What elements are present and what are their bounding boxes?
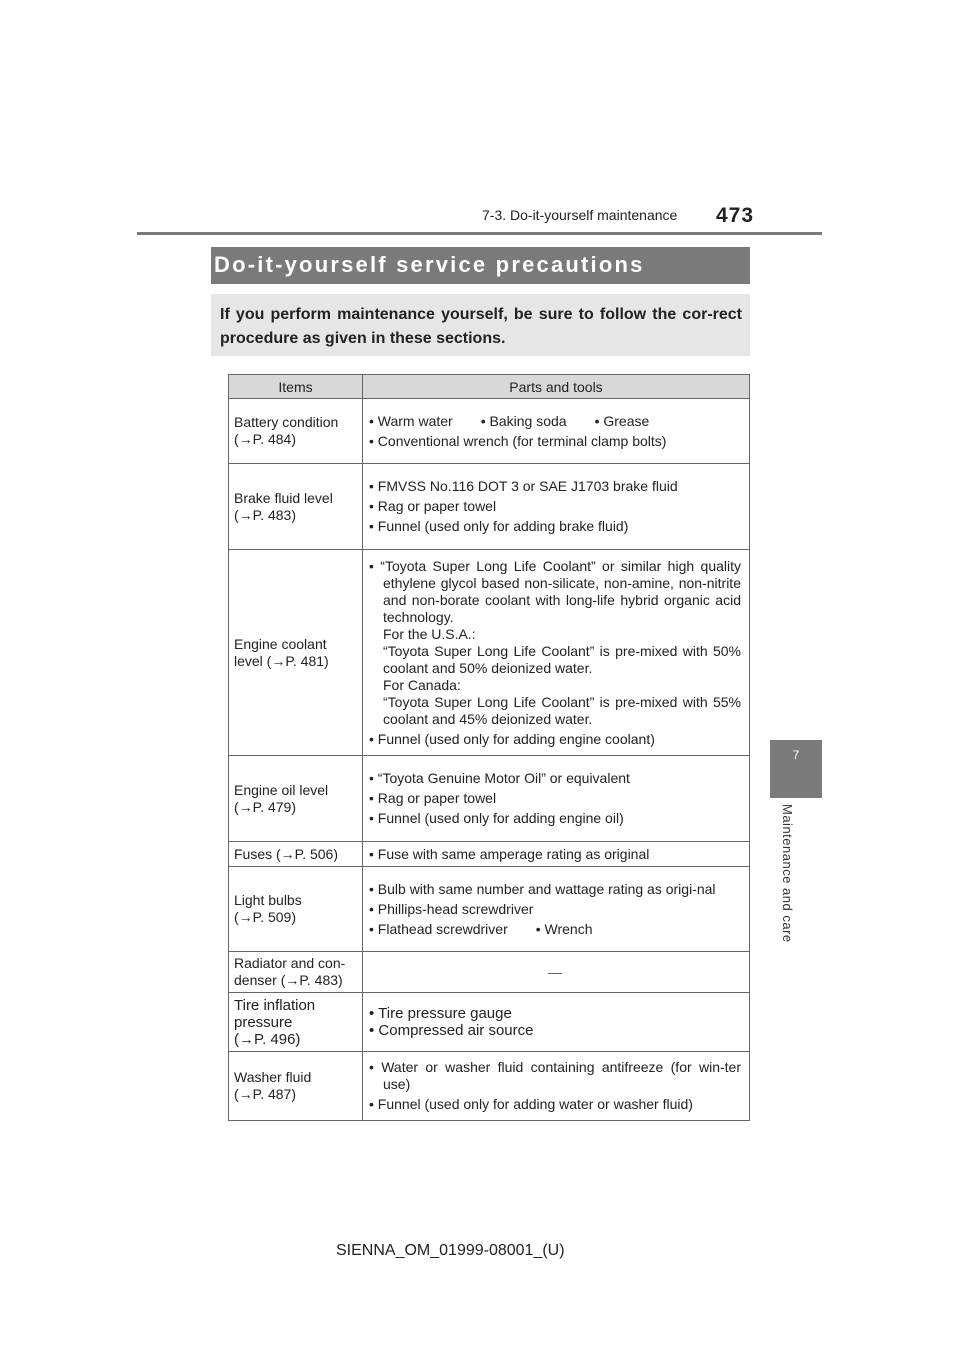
item-reference: level (→P. 481) — [234, 652, 329, 669]
item-label: Tire inflation — [234, 996, 316, 1014]
table-row — [229, 464, 750, 550]
table-row — [229, 1052, 750, 1121]
item-reference: (→P. 509) — [234, 909, 296, 925]
tool-item: • Funnel (used only for adding water or washer fluid) — [369, 1096, 693, 1112]
tools-cell — [363, 867, 750, 952]
header-divider — [137, 232, 822, 235]
tools-cell — [363, 993, 750, 1052]
item-label: Engine oil level — [234, 781, 329, 798]
item-reference: (→P. 479) — [234, 798, 296, 815]
item-reference: denser (→P. 483) — [234, 972, 343, 988]
item-cell — [229, 399, 363, 464]
item-reference: (→P. 484) — [234, 431, 296, 447]
intro-text: If you perform maintenance yourself, be sure to follow the cor-rect procedure as given in these sections. — [220, 306, 742, 347]
item-reference: (→P. 483) — [234, 506, 296, 523]
item-label: Fuses (→P. 506) — [234, 845, 339, 862]
tools-cell — [363, 399, 750, 464]
tool-item: • Funnel (used only for adding engine oil) — [369, 810, 624, 826]
tool-item: • Wrench — [535, 920, 593, 937]
item-reference: (→P. 496) — [234, 1030, 301, 1048]
tool-item: • “Toyota Genuine Motor Oil” or equivalent — [369, 770, 630, 786]
tools-cell — [363, 464, 750, 550]
item-cell — [229, 842, 363, 867]
region-spec: “Toyota Super Long Life Coolant” is pre-mixed with 55% coolant and 45% deionized water. — [383, 693, 741, 727]
section-title: 7-3. Do-it-yourself maintenance — [482, 207, 678, 223]
table-row — [229, 867, 750, 952]
tool-item: • FMVSS No.116 DOT 3 or SAE J1703 brake fluid — [369, 478, 678, 494]
item-cell — [229, 952, 363, 993]
item-cell — [229, 756, 363, 842]
table-row — [229, 550, 750, 756]
item-label: Brake fluid level — [234, 489, 333, 506]
region-heading: For the U.S.A.: — [383, 625, 476, 642]
tool-item: • Conventional wrench (for terminal clamp bolts) — [369, 432, 667, 449]
tool-item: • Flathead screwdriver — [369, 920, 508, 937]
document-footer: SIENNA_OM_01999-08001_(U) — [336, 1242, 565, 1259]
tool-item: • Baking soda — [480, 412, 567, 429]
page-title: Do-it-yourself service precautions — [214, 252, 645, 277]
item-label: Engine coolant — [234, 635, 327, 652]
item-cell — [229, 867, 363, 952]
item-cell — [229, 464, 363, 550]
region-heading: For Canada: — [383, 676, 461, 693]
tool-list-inline — [369, 413, 741, 430]
tool-item: • Tire pressure gauge — [369, 1005, 512, 1022]
item-cell — [229, 550, 363, 756]
region-spec: “Toyota Super Long Life Coolant” is pre-mixed with 50% coolant and 50% deionized water. — [383, 642, 741, 676]
tool-item: • Bulb with same number and wattage rating as origi-nal — [369, 880, 716, 897]
tool-item: • Rag or paper towel — [369, 790, 497, 806]
tool-list-inline — [369, 921, 741, 938]
table-row — [229, 952, 750, 993]
table-row — [229, 399, 750, 464]
item-cell — [229, 1052, 363, 1121]
table-row — [229, 993, 750, 1052]
page-number: 473 — [716, 204, 755, 227]
chapter-title: Maintenance and care — [780, 804, 795, 943]
tools-cell — [363, 842, 750, 867]
table-header-row — [229, 375, 750, 399]
tool-item: • Funnel (used only for adding brake fluid) — [369, 518, 629, 534]
item-label: Light bulbs — [234, 892, 302, 908]
item-reference: (→P. 487) — [234, 1086, 296, 1102]
item-label: Radiator and con- — [234, 955, 346, 971]
column-header-tools: Parts and tools — [363, 375, 750, 399]
tool-item: • Grease — [594, 412, 650, 429]
chapter-number: 7 — [792, 748, 800, 762]
table-row — [229, 842, 750, 867]
parts-table — [228, 374, 750, 1121]
tool-item: • Compressed air source — [369, 1022, 534, 1039]
item-cell — [229, 993, 363, 1052]
column-header-items: Items — [229, 375, 363, 399]
empty-dash: — — [548, 963, 562, 980]
tools-cell — [363, 550, 750, 756]
tool-item: • Fuse with same amperage rating as original — [369, 845, 650, 862]
tool-item — [369, 558, 741, 728]
tool-item: • Rag or paper towel — [369, 498, 497, 514]
item-label: Washer fluid — [234, 1069, 312, 1085]
table-row — [229, 756, 750, 842]
tools-cell-empty — [363, 952, 750, 993]
tool-item: • Warm water — [369, 412, 453, 429]
tools-cell — [363, 756, 750, 842]
coolant-spec: • “Toyota Super Long Life Coolant” or similar high quality ethylene glycol based non-silicate, non-amine, non-nitrite and non-borate coolant with long-life hybrid organic acid technology. — [369, 557, 741, 625]
item-label: Battery condition — [234, 414, 339, 430]
tool-item: • Phillips-head screwdriver — [369, 900, 534, 917]
tools-cell — [363, 1052, 750, 1121]
tool-item: • Water or washer fluid containing antifreeze (for win-ter use) — [369, 1059, 741, 1092]
tool-item: • Funnel (used only for adding engine coolant) — [369, 730, 655, 747]
item-label: pressure — [234, 1013, 293, 1031]
